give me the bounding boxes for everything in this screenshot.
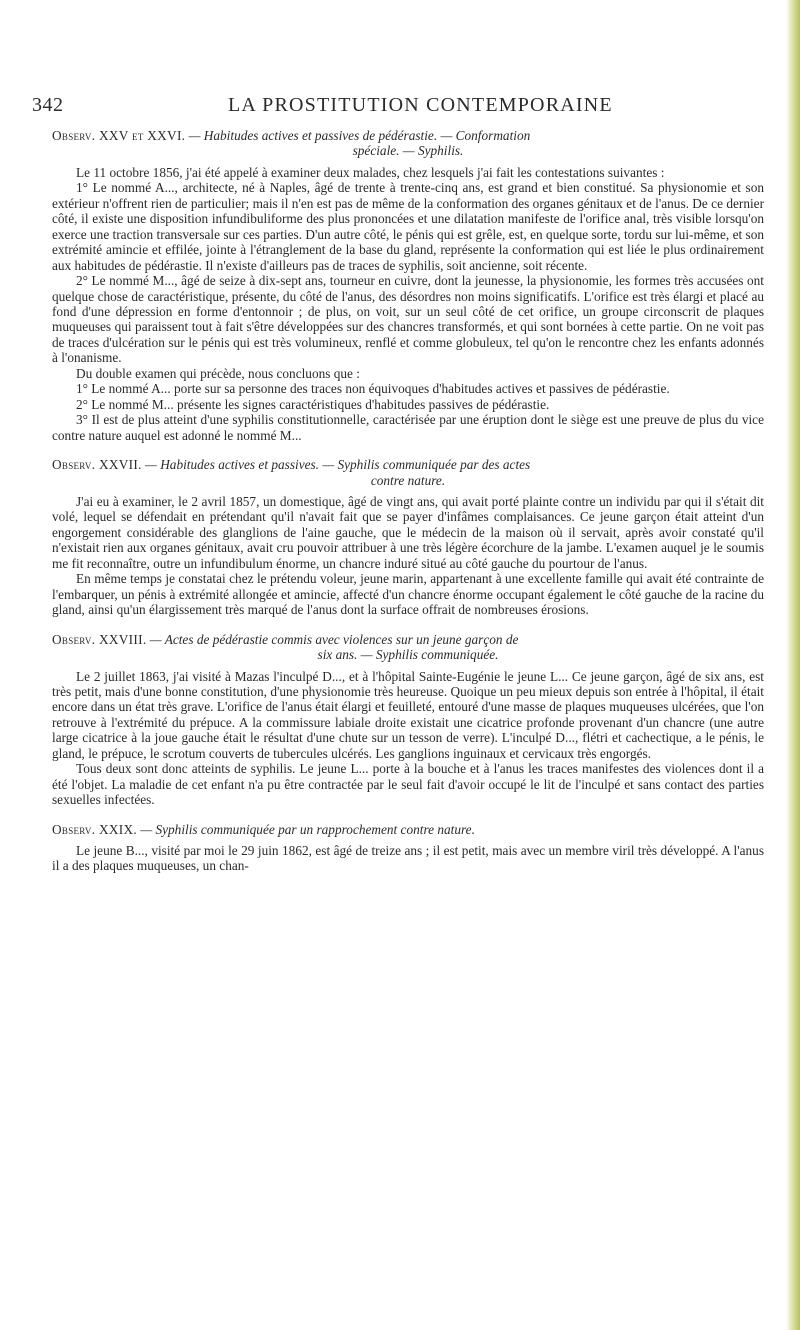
observation-label: Observ. XXVII. <box>52 457 142 473</box>
observation-28 <box>52 632 764 808</box>
observation-title: — Syphilis communiquée par un rapprochement contre nature. <box>137 821 475 837</box>
observation-title: — Actes de pédérastie commis avec violences sur un jeune garçon de <box>146 631 519 647</box>
observation-heading <box>52 128 764 143</box>
observation-25-26 <box>52 128 764 443</box>
paragraph: Le jeune B..., visité par moi le 29 juin 1862, est âgé de treize ans ; il est petit, mais avec un membre viril très développé. A l'anus il a des plaques muqueuses, un chan- <box>52 843 764 874</box>
observation-heading <box>52 457 764 472</box>
observation-27 <box>52 457 764 618</box>
observation-label: Observ. XXIX. <box>52 821 137 837</box>
observation-title-continued: spéciale. — Syphilis. <box>352 143 464 159</box>
paragraph: En même temps je constatai chez le prétendu voleur, jeune marin, appartenant à une excellente famille qui avait été contrainte de l'embarquer, un pénis à extrémité allongée et amincie, affecté d'un chancre énorme occupant également le côté gauche de la racine du gland, ainsi qu'un élargissement très marqué de l'anus dont la surface offrait de nombreuses érosions. <box>52 571 764 618</box>
page-number: 342 <box>32 94 64 116</box>
observation-title: — Habitudes actives et passives de pédérastie. — Conformation <box>185 128 531 143</box>
running-title: LA PROSTITUTION CONTEMPORAINE <box>228 94 613 116</box>
observation-title-continued: six ans. — Syphilis communiquée. <box>317 647 499 663</box>
observation-29 <box>52 822 764 874</box>
observation-label: Observ. XXV et XXVI. <box>52 128 186 143</box>
paragraph: Tous deux sont donc atteints de syphilis. Le jeune L... porte à la bouche et à l'anus les traces manifestes des violences dont il a été l'objet. La maladie de cet enfant n'a pu être contractée par le seul fait d'avoir occupé le lit de l'inculpé et sans contact des parties sexuelles infectées. <box>52 761 764 808</box>
paragraph: 1° Le nommé A... porte sur sa personne des traces non équivoques d'habitudes actives et passives de pédérastie. <box>76 381 670 397</box>
paragraph: 2° Le nommé M... présente les signes caractéristiques d'habitudes passives de pédérastie. <box>76 396 550 412</box>
paragraph: 1° Le nommé A..., architecte, né à Naples, âgé de trente à trente-cinq ans, est grand et bien constitué. Sa physionomie et son extérieur n'offrent rien de particulier; mais il n'en est pas de même de la conformation des organes génitaux et de l'anus. De ce dernier côté, il existe une disposition infundibuliforme des plus prononcées et une dilatation manifeste de l'orifice anal, très visible lorsqu'on exerce une traction transversale sur ces parties. D'un autre côté, le pénis qui est grêle, est, en quelque sorte, tordu sur lui-même, et son extrémité amincie et effilée, jointe à l'étranglement de la base du gland, représente la conformation qui est liée le plus ordinairement aux habitudes de pédérastie. Il n'existe d'ailleurs pas de traces de syphilis, soit ancienne, soit récente. <box>52 180 764 273</box>
paragraph: Le 2 juillet 1863, j'ai visité à Mazas l'inculpé D..., et à l'hôpital Sainte-Eugénie le jeune L... Ce jeune garçon, âgé de six ans, est très petit, mais d'une bonne constitution, d'une physionomie très heureuse. Quoique un peu mieux depuis son entrée à l'hôpital, il était encore dans un état très grave. L'orifice de l'anus était élargi et feuilleté, entouré d'une masse de plaques muqueuses ulcérées, que l'on retrouve à l'extrémité du prépuce. A la commissure labiale droite existait une cicatrice profonde provenant d'un chancre (une autre large cicatrice à la joue gauche était le résultat d'une chute sur un tesson de verre). L'inculpé D..., flétri et cachectique, a le pénis, le gland, le prépuce, le scrotum couverts de tubercules ulcérés. Les ganglions inguinaux et cervicaux très engorgés. <box>52 668 764 761</box>
page-header <box>32 94 762 120</box>
observation-title: — Habitudes actives et passives. — Syphilis communiquée par des actes <box>141 457 531 473</box>
observation-heading <box>52 822 764 837</box>
observation-title-continued: contre nature. <box>370 472 446 488</box>
paragraph: 2° Le nommé M..., âgé de seize à dix-sept ans, tourneur en cuivre, dont la jeunesse, la physionomie, les formes très accusées ont quelque chose de caractéristique, présente, du côté de l'anus, des désordres non moins significatifs. L'orifice est très élargi et placé au fond d'une dépression en forme d'entonnoir ; de plus, on voit, sur un seul côté de cet orifice, un groupe circonscrit de plaques muqueuses qui paraissent tout à fait s'être développées sur des chancres transformés, et qui sont bornées à cette partie. On ne voit pas de traces d'ulcération sur le pénis qui est très volumineux, renflé et comme globuleux, tel qu'on le rencontre chez les enfants adonnés à l'onanisme. <box>52 273 764 366</box>
paragraph: J'ai eu à examiner, le 2 avril 1857, un domestique, âgé de vingt ans, qui avait porté plainte contre un individu par qui il s'était dit volé, lequel se défendait en prétendant qu'il n'avait fait que se payer d'infâmes complaisances. Ce jeune garçon était atteint d'un engorgement considérable des glanglions de l'aine gauche, que le médecin de la maison où il servait, après avoir constaté qu'il n'existait rien aux organes génitaux, avait cru pouvoir attribuer à une très légère écorchure de la jambe. L'examen auquel je le soumis me fit reconnaître, outre un infundibulum énorme, un chancre induré situé au côté gauche du pourtour de l'anus. <box>52 493 764 571</box>
observation-label: Observ. XXVIII. <box>52 631 147 647</box>
observation-heading <box>52 632 764 647</box>
page-edge-shadow <box>786 0 800 1330</box>
paragraph: Du double examen qui précède, nous concluons que : <box>76 365 360 381</box>
paragraph: Le 11 octobre 1856, j'ai été appelé à examiner deux malades, chez lesquels j'ai fait les contestations suivantes : <box>76 164 665 180</box>
page-body <box>52 128 764 874</box>
paragraph: 3° Il est de plus atteint d'une syphilis constitutionnelle, caractérisée par une éruption dont le siège est une preuve de plus du vice contre nature auquel est adonné le nommé M... <box>52 412 764 443</box>
